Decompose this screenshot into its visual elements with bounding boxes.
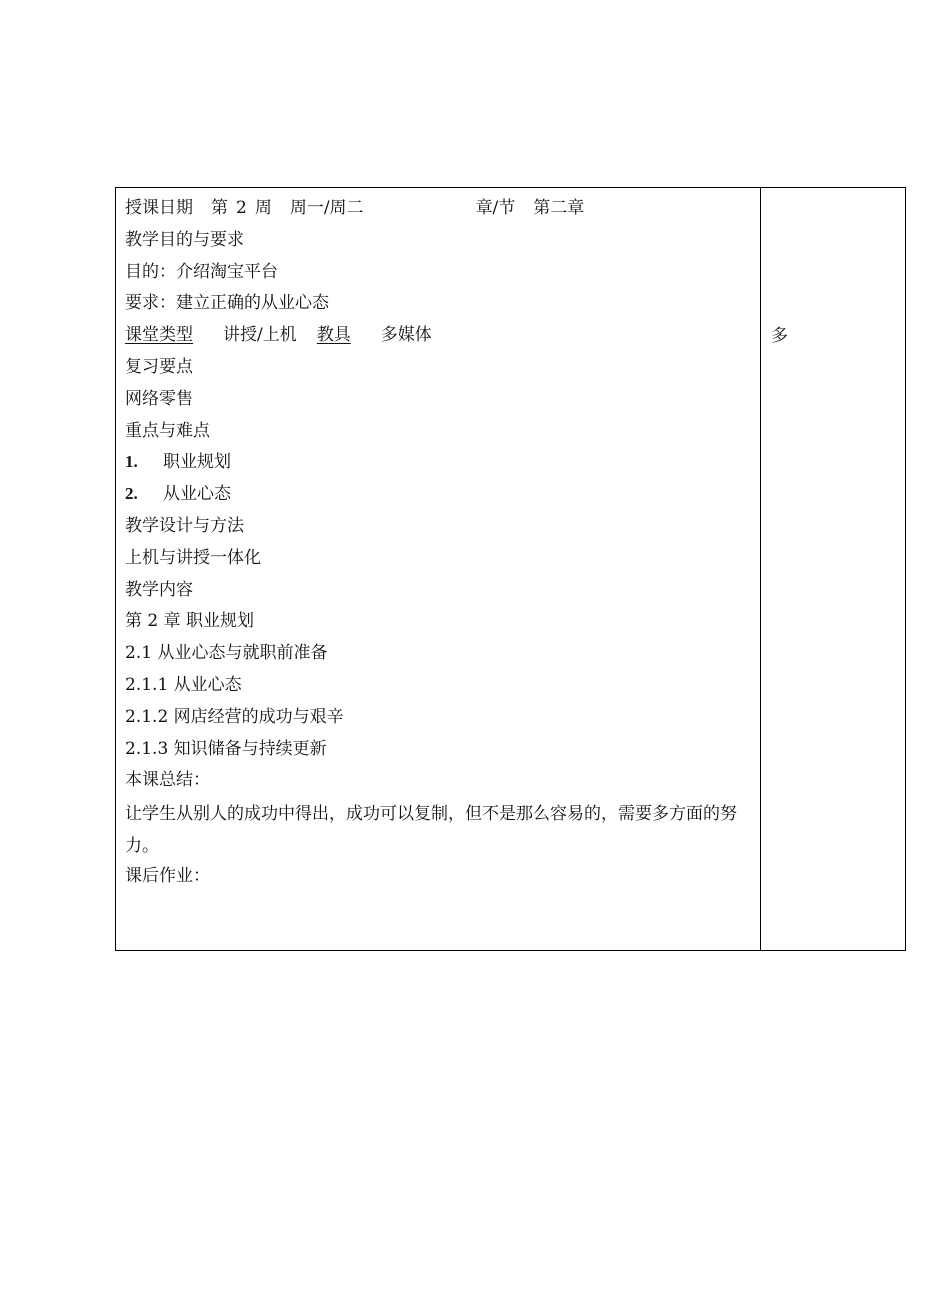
key-point-item [125, 449, 757, 481]
column-divider [760, 187, 761, 951]
review-heading: 复习要点 [125, 356, 193, 377]
days-value: 周一/周二 [289, 198, 364, 218]
content-heading: 教学内容 [125, 579, 193, 600]
key-point-item [125, 481, 757, 513]
main-column [125, 195, 757, 895]
content-section: 2.1.1 从业心态 [125, 674, 242, 695]
design-content: 上机与讲授一体化 [125, 547, 261, 568]
tools-label: 教具 [316, 325, 351, 346]
key-point-text: 从业心态 [163, 484, 231, 505]
class-type-value: 讲授/上机 [223, 325, 297, 346]
side-note: 多 [771, 326, 788, 346]
objectives-requirement: 要求：建立正确的从业心态 [125, 293, 329, 314]
summary-heading: 本课总结： [125, 770, 210, 791]
tools-value: 多媒体 [380, 325, 432, 346]
homework-heading: 课后作业： [125, 865, 210, 886]
date-label: 授课日期 [125, 198, 193, 218]
key-point-number: 2. [125, 484, 138, 504]
key-points-heading: 重点与难点 [125, 420, 210, 441]
summary-text: 让学生从别人的成功中得出，成功可以复制，但不是那么容易的，需要多方面的努力。 [125, 804, 737, 856]
content-section: 2.1 从业心态与就职前准备 [125, 643, 328, 664]
class-type-label: 课堂类型 [125, 325, 193, 346]
chapter-value: 第二章 [533, 198, 585, 218]
week-number: 2 [236, 198, 247, 218]
objectives-heading: 教学目的与要求 [125, 229, 244, 250]
content-section: 2.1.3 知识储备与持续更新 [125, 738, 327, 759]
week-suffix: 周 [254, 198, 272, 218]
key-point-text: 职业规划 [163, 452, 231, 473]
chapter-label: 章/节 [475, 198, 516, 218]
review-content: 网络零售 [125, 388, 193, 409]
content-section: 2.1.2 网店经营的成功与艰辛 [125, 706, 344, 727]
design-heading: 教学设计与方法 [125, 515, 244, 536]
week-prefix: 第 [211, 198, 228, 218]
content-chapter: 第 2 章 职业规划 [125, 611, 255, 632]
objectives-purpose: 目的：介绍淘宝平台 [125, 261, 278, 282]
key-point-number: 1. [125, 452, 138, 472]
header-line [125, 195, 757, 227]
class-type-line [125, 322, 757, 354]
